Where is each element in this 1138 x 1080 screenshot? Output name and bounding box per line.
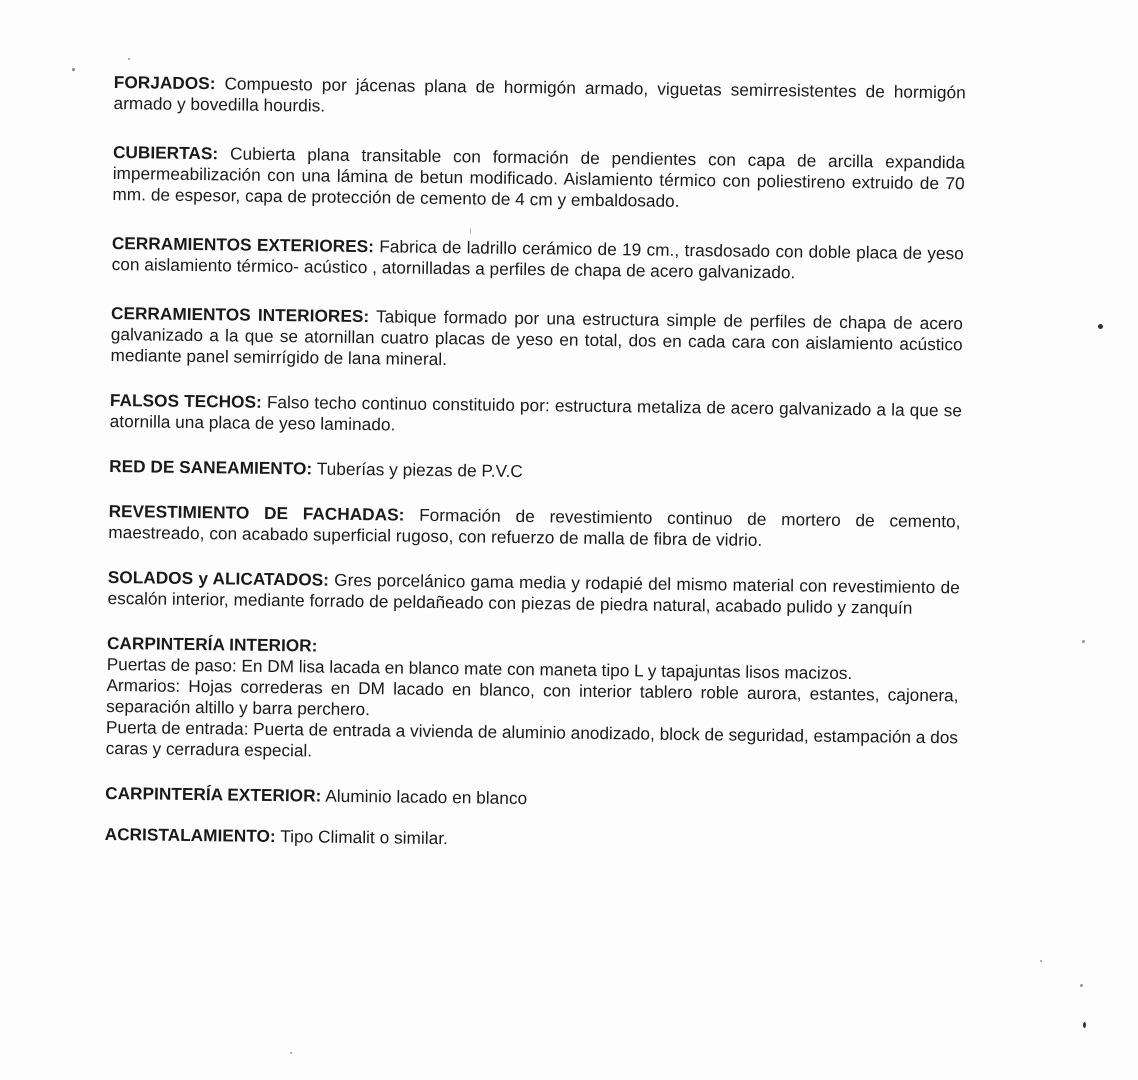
scan-speck xyxy=(1098,324,1103,329)
section-heading: CERRAMIENTOS EXTERIORES: xyxy=(111,232,375,257)
scan-speck xyxy=(128,58,130,60)
scan-speck xyxy=(1040,960,1042,962)
section-text: Aluminio lacado en blanco xyxy=(321,785,528,809)
section-heading: RED DE SANEAMIENTO: xyxy=(109,455,313,479)
section-heading: CARPINTERÍA INTERIOR: xyxy=(106,632,318,656)
scan-speck xyxy=(1083,1022,1086,1028)
section-falsos-techos xyxy=(110,390,962,442)
section-solados-alicatados xyxy=(107,567,959,619)
section-forjados xyxy=(113,72,965,124)
section-revestimiento-fachadas xyxy=(108,501,960,553)
carpinteria-item-puertas-de-paso: Puertas de paso: En DM lisa lacada en blanco mate con maneta tipo L y tapajuntas lisos macizos. xyxy=(106,653,853,684)
carpinteria-item-puerta-de-entrada: Puerta de entrada: Puerta de entrada a vivienda de aluminio anodizado, block de seguridad, estampación a dos caras y cerradura especial. xyxy=(105,716,959,761)
section-carpinteria-exterior xyxy=(105,783,957,814)
section-text: Gres porcelánico gama media y rodapié del mismo material con revestimiento de escalón interior, mediante forrado de peldañeado con piezas de piedra natural, acabado pulido y zanquín xyxy=(107,569,960,618)
carpinteria-item-armarios: Armarios: Hojas correderas en DM lacado en blanco, con interior tablero roble aurora, estantes, cajonera, separación altillo y barra perchero. xyxy=(106,674,959,720)
section-text: Tipo Climalit o similar. xyxy=(275,826,449,849)
section-heading: CERRAMIENTOS INTERIORES: xyxy=(110,302,370,327)
section-heading: ACRISTALAMIENTO: xyxy=(104,823,276,847)
section-heading: FORJADOS: xyxy=(113,72,216,94)
scan-speck xyxy=(470,228,471,234)
section-acristalamiento xyxy=(105,824,957,855)
section-text: Falso techo continuo constituido por: estructura metaliza de acero galvanizado a la que se atornilla una placa de yeso laminado. xyxy=(109,391,963,435)
section-text: Compuesto por jácenas plana de hormigón armado, viguetas semirresistentes de hormigón armado y bovedilla hourdis. xyxy=(113,73,966,116)
section-text: Fabrica de ladrillo cerámico de 19 cm., trasdosado con doble placa de yeso con aislamiento térmico- acústico , atornilladas a perfiles de chapa de acero galvanizado. xyxy=(111,236,964,283)
scan-speck xyxy=(72,68,75,71)
section-text: Formación de revestimiento continuo de mortero de cemento, maestreado, con acabado superficial rugoso, con refuerzo de malla de fibra de vidrio. xyxy=(108,504,961,550)
section-heading: REVESTIMIENTO DE FACHADAS: xyxy=(108,500,405,525)
section-heading: CUBIERTAS: xyxy=(112,141,219,164)
section-heading: FALSOS TECHOS: xyxy=(109,389,262,412)
scan-speck xyxy=(1082,640,1085,643)
section-cerramientos-interiores xyxy=(110,303,963,376)
section-red-saneamiento xyxy=(109,456,961,487)
section-heading: CARPINTERÍA EXTERIOR: xyxy=(105,782,322,806)
scan-speck xyxy=(1080,984,1083,987)
document-body xyxy=(105,72,966,855)
section-text: Tuberías y piezas de P.V.C xyxy=(312,458,523,482)
section-heading: SOLADOS y ALICATADOS: xyxy=(107,566,330,590)
section-cerramientos-exteriores xyxy=(112,233,964,285)
scan-speck xyxy=(290,1052,292,1054)
section-text: Tabique formado por una estructura simple de perfiles de chapa de acero galvanizado a la que se atornillan cuatro placas de yeso en total, dos en cada cara con aislamiento acústico mediante panel semirrígido de lana mineral. xyxy=(110,306,964,370)
section-text: Cubierta plana transitable con formación de pendientes con capa de arcilla expandida impermeabilización con una lámina de betun modificado. Aislamiento térmico con poliestireno extruido de 70 mm. de espesor, capa de protección de cemento de 4 cm y embaldosado. xyxy=(112,143,966,211)
section-cubiertas xyxy=(112,142,965,215)
